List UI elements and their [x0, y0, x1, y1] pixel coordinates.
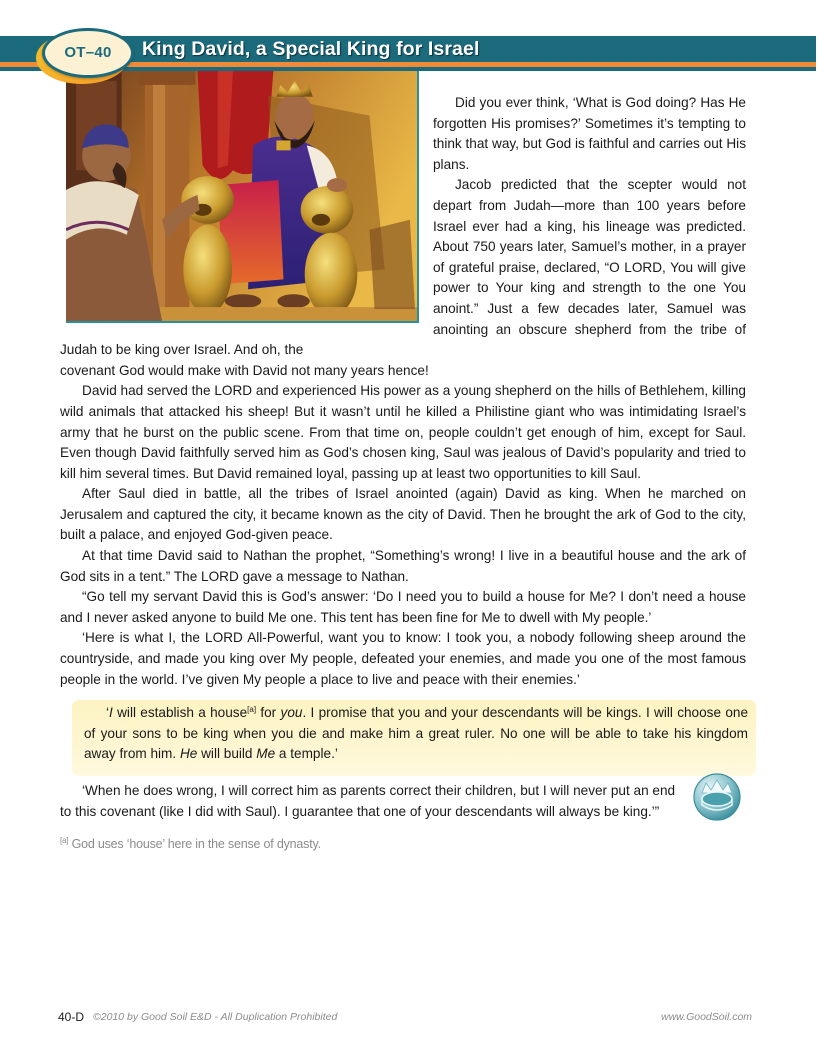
king-david-throne-illustration	[66, 71, 419, 323]
quote-text: . I promise that you and your descendants will be kings. I will choose one of your sons to be king when you die and make him a great ruler. No one will be able to take his kingdom away from him.	[84, 705, 749, 762]
page-title: King David, a Special King for Israel	[142, 38, 480, 60]
body-paragraph: ‘Here is what I, the LORD All-Powerful, want you to know: I took you, a nobody following sheep around the countryside, and made you king over My people, defeated your enemies, and made you one of the most famous people in the world. I’ve given My people a place to live and peace with their enemies.’	[60, 630, 746, 687]
covenant-paragraph: ‘When he does wrong, I will correct him as parents correct their children, but I will never put an end to this covenant (like I did with Saul). I guarantee that one of your descendants will always be king.’”	[60, 783, 676, 819]
body-paragraph: David had served the LORD and experienced His power as a young shepherd on the hills of Bethlehem, killing wild animals that attacked his sheep! But it wasn’t until he killed a Philistine giant who was intimidating Israel’s army that he burst on the public scene. From that time on, people couldn’t get enough of him, except for Saul. Even though David faithfully served him as God’s chosen king, Saul was jealous of David’s popularity and tried to kill him several times. But David remained loyal, passing up at least two opportunities to kill Saul.	[60, 383, 746, 481]
lesson-number: OT–40	[64, 44, 112, 61]
body-paragraph: After Saul died in battle, all the tribes of Israel anointed (again) David as king. When he marched on Jerusalem and captured the city, it became known as the city of David. Then he brought the ark of God to the city, built a palace, and enjoyed God-given peace.	[60, 486, 746, 543]
footnote-marker: [a]	[60, 836, 69, 846]
main-text	[60, 381, 746, 690]
intro-paragraph: Jacob predicted that the scepter would not depart from Judah—more than 100 years before Israel ever had a king, his lineage was predicted. About 750 years later, Samuel’s mother, in a prayer of grateful praise, declared, “O LORD, You will give power to Your king and strength to the one You anoint.” Just a few decades later, Samuel was anointing an obscure shepherd from the tribe of Judah to be king over Israel. And oh, the	[60, 177, 746, 358]
footnote	[60, 834, 746, 855]
quote-text: will build	[197, 746, 257, 762]
footnote-text: God uses ‘house’ here in the sense of dynasty.	[68, 837, 321, 852]
intro-paragraph: Did you ever think, ‘What is God doing? Has He forgotten His promises?’ Sometimes it’s tempting to think that way, but God is faithful and carries out His plans.	[433, 95, 746, 172]
promise-highlight-box	[72, 700, 756, 776]
quote-text: will establish a house	[112, 705, 248, 721]
quote-text: for	[256, 705, 281, 721]
footnote-reference[interactable]: [a]	[247, 705, 257, 715]
quote-emphasis-me: Me	[256, 746, 276, 762]
quote-open: ‘	[106, 705, 110, 721]
covenant-text	[60, 781, 746, 822]
quote-emphasis-he: He	[179, 746, 198, 762]
lesson-content	[60, 71, 749, 855]
intro-continuation: covenant God would make with David not many years hence!	[60, 362, 429, 378]
crown-icon	[692, 773, 742, 821]
copyright-notice: ©2010 by Good Soil E&D - All Duplication Prohibited	[93, 1011, 338, 1023]
page-number: 40-D	[58, 1010, 85, 1024]
website-link[interactable]: www.GoodSoil.com	[661, 1011, 753, 1023]
lesson-badge	[36, 26, 136, 84]
body-paragraph: At that time David said to Nathan the prophet, “Something’s wrong! I live in a beautiful house and the ark of God sits in a tent.” The LORD gave a message to Nathan.	[60, 548, 746, 584]
quote-emphasis-i: I	[109, 705, 113, 721]
promise-quote	[84, 703, 748, 765]
quote-text: a temple.’	[275, 746, 338, 762]
body-paragraph: “Go tell my servant David this is God’s answer: ‘Do I need you to build a house for Me? I don’t need a house and I never asked anyone to build Me one. This tent has been fine for Me to dwell with My people.’	[60, 589, 746, 625]
quote-emphasis-you: you	[280, 705, 303, 721]
